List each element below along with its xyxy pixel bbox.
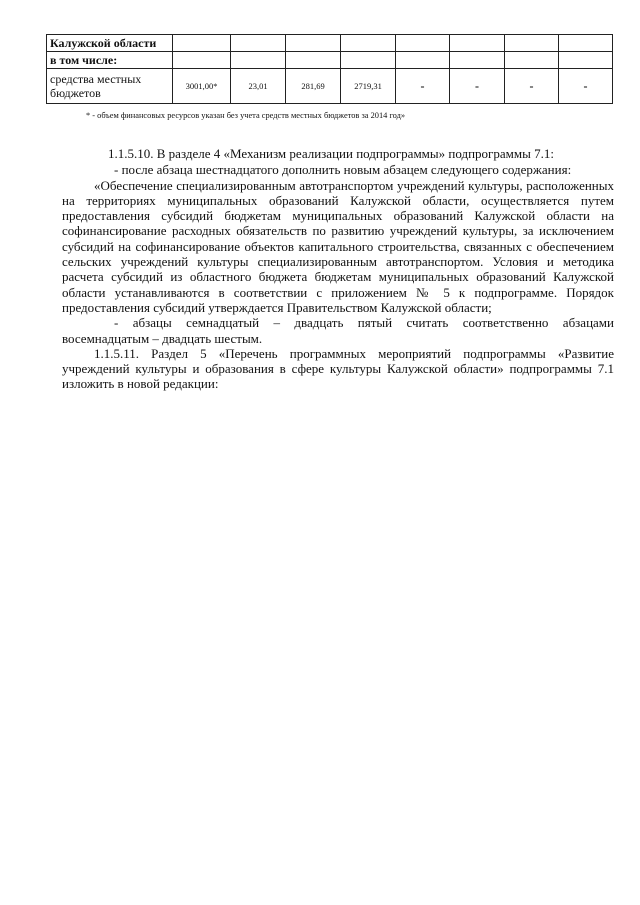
table-row bbox=[47, 35, 613, 52]
table-cell bbox=[396, 35, 450, 52]
table-row bbox=[47, 69, 613, 104]
document-body bbox=[62, 146, 614, 392]
table-cell bbox=[341, 52, 396, 69]
table-cell bbox=[231, 52, 286, 69]
table-cell: 23,01 bbox=[231, 69, 286, 104]
table-cell bbox=[173, 52, 231, 69]
table-cell bbox=[341, 35, 396, 52]
table-footnote: * - объем финансовых ресурсов указан без учета средств местных бюджетов за 2014 год» bbox=[86, 111, 406, 120]
table-cell: - bbox=[505, 69, 559, 104]
table-cell bbox=[173, 35, 231, 52]
paragraph: «Обеспечение специализированным автотранспортом учреждений культуры, расположенных на территориях муниципальных образований Калужской области, осуществляется путем предоставления субсидий бюджетам муниципальных образований Калужской области на софинансирование расходных обязательств по развитию учреждений культуры, за исключением субсидий на софинансирование объектов капитального строительства, связанных с обеспечением сельских учреждений культуры специализированным автотранспортом. Условия и методика расчета субсидий из областного бюджета бюджетам муниципальных образований Калужской области устанавливаются в соответствии с приложением № 5 к подпрограмме. Порядок предоставления субсидий утверждается Правительством Калужской области; bbox=[62, 177, 614, 315]
table-row bbox=[47, 52, 613, 69]
row-label: Калужской области bbox=[47, 35, 173, 52]
table-cell bbox=[505, 35, 559, 52]
budget-table bbox=[46, 34, 613, 104]
table-cell bbox=[450, 35, 505, 52]
paragraph: - абзацы семнадцатый – двадцать пятый считать соответственно абзацами восемнадцатым – двадцать шестым. bbox=[62, 315, 614, 346]
table-cell bbox=[286, 35, 341, 52]
table-cell bbox=[450, 52, 505, 69]
table-cell: 281,69 bbox=[286, 69, 341, 104]
table-cell: - bbox=[559, 69, 613, 104]
table-cell bbox=[559, 35, 613, 52]
budget-table-fragment bbox=[46, 34, 612, 104]
table-cell bbox=[396, 52, 450, 69]
row-label: средства местных бюджетов bbox=[47, 69, 173, 104]
table-cell: 2719,31 bbox=[341, 69, 396, 104]
table-cell: - bbox=[396, 69, 450, 104]
table-cell bbox=[505, 52, 559, 69]
table-cell bbox=[559, 52, 613, 69]
paragraph: - после абзаца шестнадцатого дополнить новым абзацем следующего содержания: bbox=[114, 162, 572, 178]
section-heading: 1.1.5.10. В разделе 4 «Механизм реализации подпрограммы» подпрограммы 7.1: bbox=[108, 146, 554, 161]
row-label: в том числе: bbox=[47, 52, 173, 69]
table-cell bbox=[231, 35, 286, 52]
table-cell bbox=[286, 52, 341, 69]
table-cell: - bbox=[450, 69, 505, 104]
table-cell: 3001,00* bbox=[173, 69, 231, 104]
paragraph: 1.1.5.11. Раздел 5 «Перечень программных мероприятий подпрограммы «Развитие учреждений культуры и образования в сфере культуры Калужской области» подпрограммы 7.1 изложить в новой редакции: bbox=[62, 345, 614, 392]
